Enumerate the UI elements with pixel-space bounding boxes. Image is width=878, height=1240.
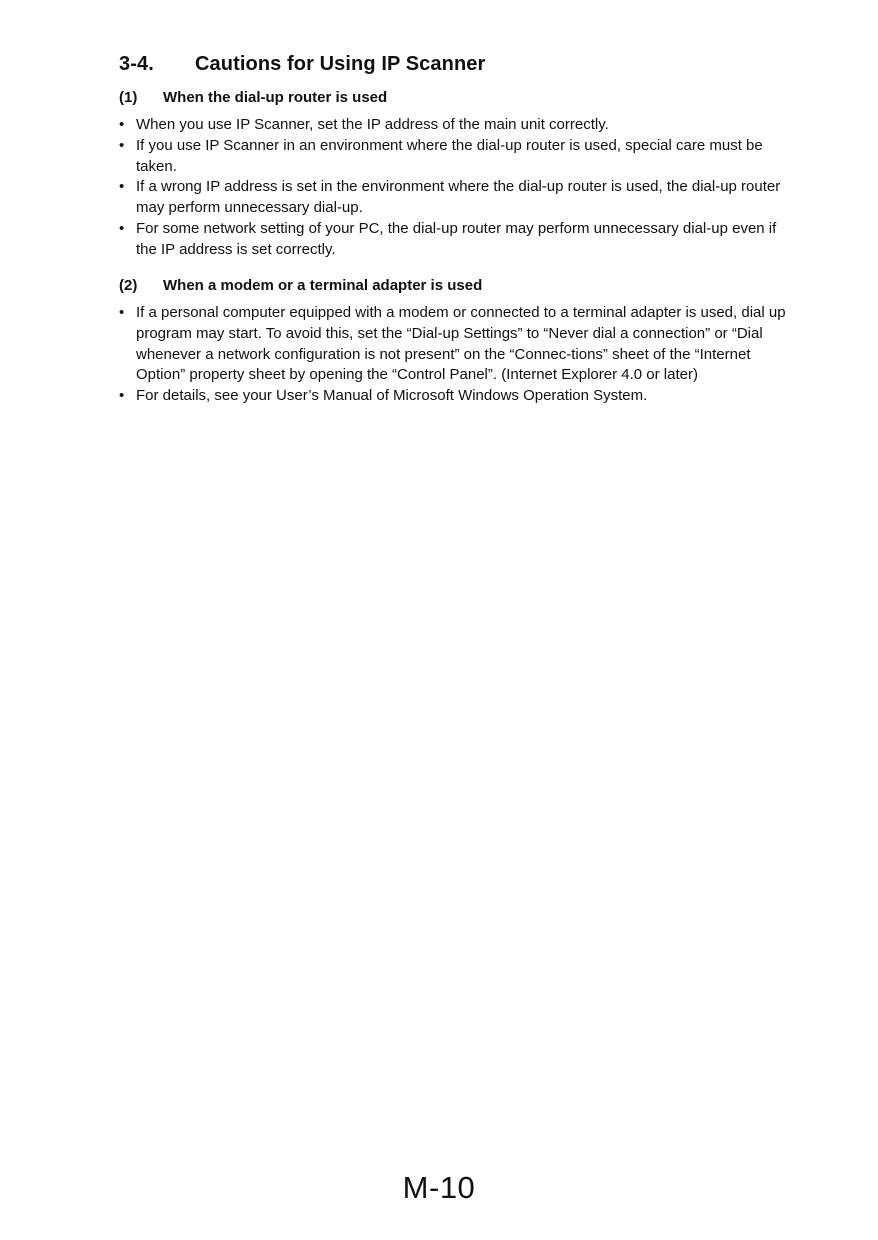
- bullet-marker: •: [119, 116, 125, 133]
- bullet-marker: •: [119, 304, 125, 321]
- subsection-heading-1: [119, 89, 387, 106]
- list-item-text: When you use IP Scanner, set the IP address of the main unit correctly.: [136, 116, 609, 133]
- list-item-text: For some network setting of your PC, the dial-up router may perform unnecessary dial-up even if the IP address is set correctly.: [136, 219, 777, 258]
- list-item: [119, 115, 789, 136]
- section-heading: [119, 53, 485, 76]
- list-item-text: For details, see your User’s Manual of Microsoft Windows Operation System.: [136, 387, 648, 405]
- subsection-heading-2: [119, 277, 482, 294]
- bullet-list-2: [119, 303, 789, 407]
- subsection-title-1: When the dial-up router is used: [163, 89, 388, 106]
- bullet-list-1: [119, 115, 789, 261]
- subsection-number-2: (2): [119, 277, 138, 294]
- list-item: [119, 177, 789, 219]
- page-number: M-10: [402, 1170, 476, 1205]
- list-item: [119, 386, 789, 407]
- bullet-marker: •: [119, 178, 125, 196]
- list-item: [119, 136, 789, 178]
- bullet-marker: •: [119, 136, 125, 154]
- bullet-marker: •: [119, 219, 125, 237]
- section-number: 3-4.: [119, 53, 154, 75]
- list-item: [119, 219, 789, 261]
- section-title: Cautions for Using IP Scanner: [195, 53, 486, 75]
- subsection-title-2: When a modem or a terminal adapter is used: [163, 277, 483, 294]
- list-item-text: If you use IP Scanner in an environment where the dial-up router is used, special care must be taken.: [136, 136, 763, 175]
- subsection-number-1: (1): [119, 89, 138, 106]
- list-item-text: If a wrong IP address is set in the environment where the dial-up router is used, the dial-up router may perform unnecessary dial-up.: [136, 178, 781, 217]
- list-item: [119, 303, 789, 386]
- bullet-marker: •: [119, 387, 125, 405]
- list-item-text: If a personal computer equipped with a modem or connected to a terminal adapter is used, dial up program may start. To avoid this, set the “Dial-up Settings” to “Never dial a connection” or “Dial whenever a network configuration is not present” on the “Connec-tions” sheet of the “Internet Option” property sheet by opening the “Control Panel”. (Internet Explorer 4.0 or later): [136, 304, 786, 384]
